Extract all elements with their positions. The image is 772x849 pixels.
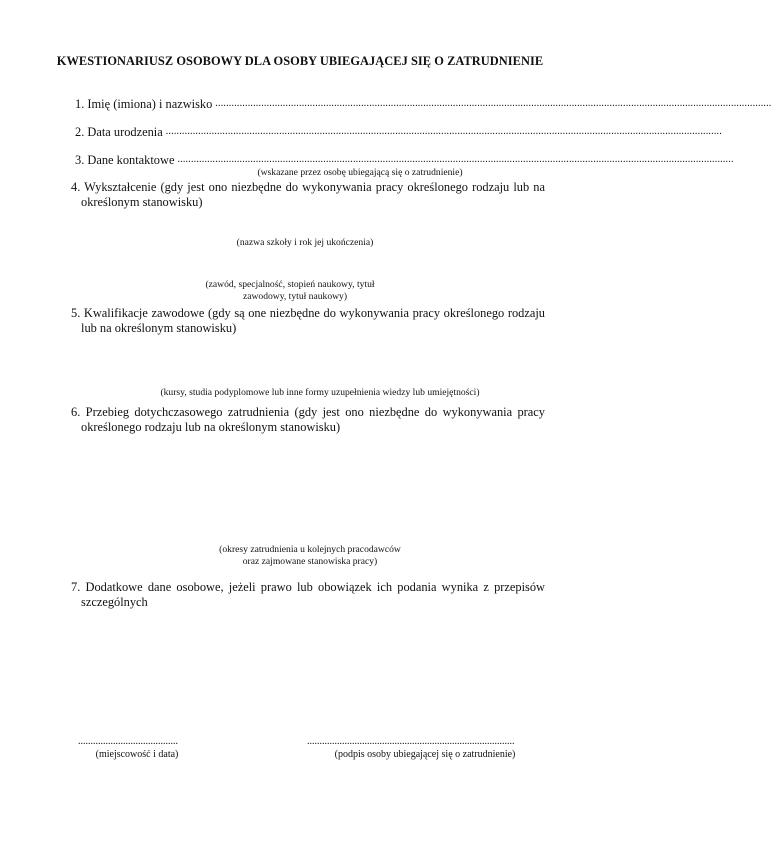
section-heading-cont: określonym stanowisku) [81, 194, 203, 209]
field-birth-date[interactable] [75, 125, 722, 140]
section-qualifications [71, 306, 545, 335]
section-heading: 4. Wykształcenie (gdy jest ono niezbędne do wykonywania pracy określonego rodzaju lub na [71, 180, 545, 194]
section-heading-cont: określonego rodzaju lub na określonym stanowisku) [81, 419, 341, 434]
field-full-name[interactable] [75, 97, 772, 112]
hint-positions: oraz zajmowane stanowiska pracy) [242, 556, 378, 567]
section-heading: 6. Przebieg dotychczasowego zatrudnienia (gdy jest ono niezbędne do wykonywania pracy [71, 405, 545, 419]
field-label: 3. Dane kontaktowe [75, 153, 175, 167]
place-date-line[interactable]: ........................................ [78, 736, 178, 747]
hint-profession-line1: (zawód, specjalność, stopień naukowy, tytuł [205, 279, 375, 290]
fill-line[interactable]: .............................................................................................................................................................................................................. [165, 126, 722, 137]
field-label: 1. Imię (imiona) i nazwisko [75, 97, 213, 111]
place-date-label: (miejscowość i data) [95, 749, 179, 760]
section-heading-cont: lub na określonym stanowisku) [81, 320, 237, 335]
hint-courses: (kursy, studia podyplomowe lub inne formy uzupełnienia wiedzy lub umiejętności) [160, 387, 480, 398]
section-heading: 7. Dodatkowe dane osobowe, jeżeli prawo lub obowiązek ich podania wynika z przepisów [71, 580, 545, 594]
signature-line[interactable]: ................................................................................... [307, 736, 515, 747]
signature-label: (podpis osoby ubiegającej się o zatrudnienie) [334, 749, 516, 760]
section-heading: 5. Kwalifikacje zawodowe (gdy są one niezbędne do wykonywania pracy określonego rodzaju [71, 306, 545, 320]
fill-line[interactable]: .............................................................................................................................................................................................................. [177, 154, 734, 165]
hint-school-name: (nazwa szkoły i rok jej ukończenia) [236, 237, 374, 248]
section-additional-data [71, 580, 545, 609]
hint-profession-line2: zawodowy, tytuł naukowy) [242, 291, 348, 302]
section-heading-cont: szczególnych [81, 594, 148, 609]
section-employment-history [71, 405, 545, 434]
hint-contact-data: (wskazane przez osobę ubiegającą się o zatrudnienie) [257, 167, 463, 178]
hint-employment-periods: (okresy zatrudnienia u kolejnych pracodawców [219, 544, 401, 555]
field-label: 2. Data urodzenia [75, 125, 163, 139]
section-education [71, 180, 545, 209]
document-title: KWESTIONARIUSZ OSOBOWY DLA OSOBY UBIEGAJĄCEJ SIĘ O ZATRUDNIENIE [56, 54, 544, 68]
field-contact-data[interactable] [75, 153, 734, 168]
fill-line[interactable]: .............................................................................................................................................................................................................. [215, 98, 772, 109]
